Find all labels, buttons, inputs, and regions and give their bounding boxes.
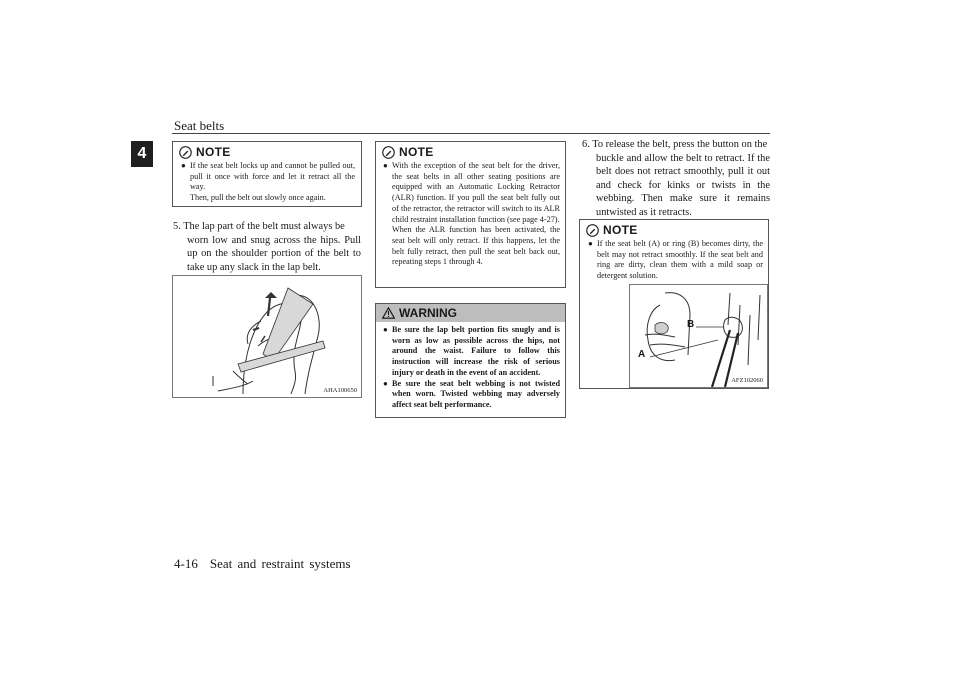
warning-header [376, 304, 565, 322]
figure-caption: AFZ102060 [731, 377, 763, 384]
chapter-tab: 4 [131, 141, 153, 167]
warning-bullet: ● Be sure the lap belt portion fits snugly and is worn as low as possible across the hips, not around the waist. Failure to follow this instruction will increase the risk of serious injury or death in the event of an accident. [383, 325, 560, 377]
figure-seat-belt-lap [172, 275, 362, 398]
note-text-1: With the exception of the seat belt for the driver, the seat belts in all other seating positions are equipped with an Automatic Locking Retractor (ALR) function. If you pull the seat belt fully out of the retractor, the retractor will switch to its ALR child restraint installation function (see page 4-27). [392, 161, 560, 224]
page-footer [174, 556, 351, 572]
page-number: 4-16 [174, 556, 198, 571]
note-header [580, 220, 768, 237]
warning-text-1: Be sure the lap belt portion fits snugly and is worn as low as possible across the hips, not around the waist. Failure to follow this instruction will increase the risk of serious injury or death in the event of an accident. [392, 325, 560, 377]
note-text-2: When the ALR function has been activated, the seat belt will only retract. If this happens, let the belt fully retract, then pull the seat belt back out, repeating steps 1 through 4. [392, 225, 560, 267]
belt-and-ring-illustration [630, 285, 767, 387]
label-a: A [638, 349, 646, 360]
note-box-3 [579, 219, 769, 389]
running-header-title: Seat belts [174, 118, 225, 133]
note-bullet: ● With the exception of the seat belt for the driver, the seat belts in all other seating positions are equipped with an Automatic Locking Retractor (ALR) function. If you pull the seat belt fully out of the retractor, the retractor will switch to its ALR child restraint installation function (see page 4-27). When the ALR function has been activated, the seat belt will only retract. If this happens, let the belt fully retract, then pull the seat belt back out, repeating steps 1 through 4. [383, 161, 560, 267]
warning-box [375, 303, 566, 418]
note-text-2: Then, pull the belt out slowly once again. [190, 193, 326, 203]
note-label: NOTE [603, 223, 638, 237]
step-6-first-line: 6. To release the belt, press the button on the [582, 139, 768, 150]
note-label: NOTE [399, 145, 434, 159]
note-text-1: If the seat belt locks up and cannot be pulled out, pull it once with force and let it retract all the way. [190, 161, 355, 192]
note-label: NOTE [196, 145, 231, 159]
header-rule [172, 133, 770, 134]
warning-text-2: Be sure the seat belt webbing is not twisted when worn. Twisted webbing may adversely affect seat belt performance. [392, 378, 560, 409]
warning-bullet: ● Be sure the seat belt webbing is not twisted when worn. Twisted webbing may adversely affect seat belt performance. [383, 378, 560, 409]
note-bullet: ● If the seat belt locks up and cannot be pulled out, pull it once with force and let it retract all the way. Then, pull the belt out slowly once again. [181, 161, 355, 203]
section-title: Seat and restraint systems [209, 556, 351, 571]
step-5-rest: worn low and snug across the hips. Pull up on the shoulder portion of the belt to take up any slack in the lap belt. [187, 234, 361, 273]
note-header [173, 142, 361, 159]
figure-seat-belt-ring [629, 284, 768, 388]
label-b: B [687, 319, 695, 330]
note-box-2 [375, 141, 566, 288]
note-box-1 [172, 141, 362, 207]
note-header [376, 142, 565, 159]
note-text-1: If the seat belt (A) or ring (B) becomes dirty, the belt may not retract smoothly. If the seat belt and ring are dirty, clean them with a mild soap or detergent solution. [597, 239, 763, 281]
note-bullet: ● If the seat belt (A) or ring (B) becomes dirty, the belt may not retract smoothly. If the seat belt and ring are dirty, clean them with a mild soap or detergent solution. [588, 239, 763, 281]
note-pencil-icon [586, 224, 599, 237]
figure-caption: AHA100650 [323, 387, 357, 394]
step-6 [582, 138, 770, 220]
step-5 [173, 220, 361, 274]
seat-belt-wearing-illustration [173, 276, 361, 397]
step-6-rest: buckle and allow the belt to retract. If the belt does not retract smoothly, pull it out and check for kinks or twists in the webbing. Then make sure it remains untwisted as it retracts. [596, 152, 770, 218]
note-pencil-icon [179, 146, 192, 159]
warning-triangle-icon [382, 307, 395, 319]
step-5-first-line: 5. The lap part of the belt must always be [173, 221, 345, 232]
note-pencil-icon [382, 146, 395, 159]
warning-label: WARNING [399, 306, 457, 320]
